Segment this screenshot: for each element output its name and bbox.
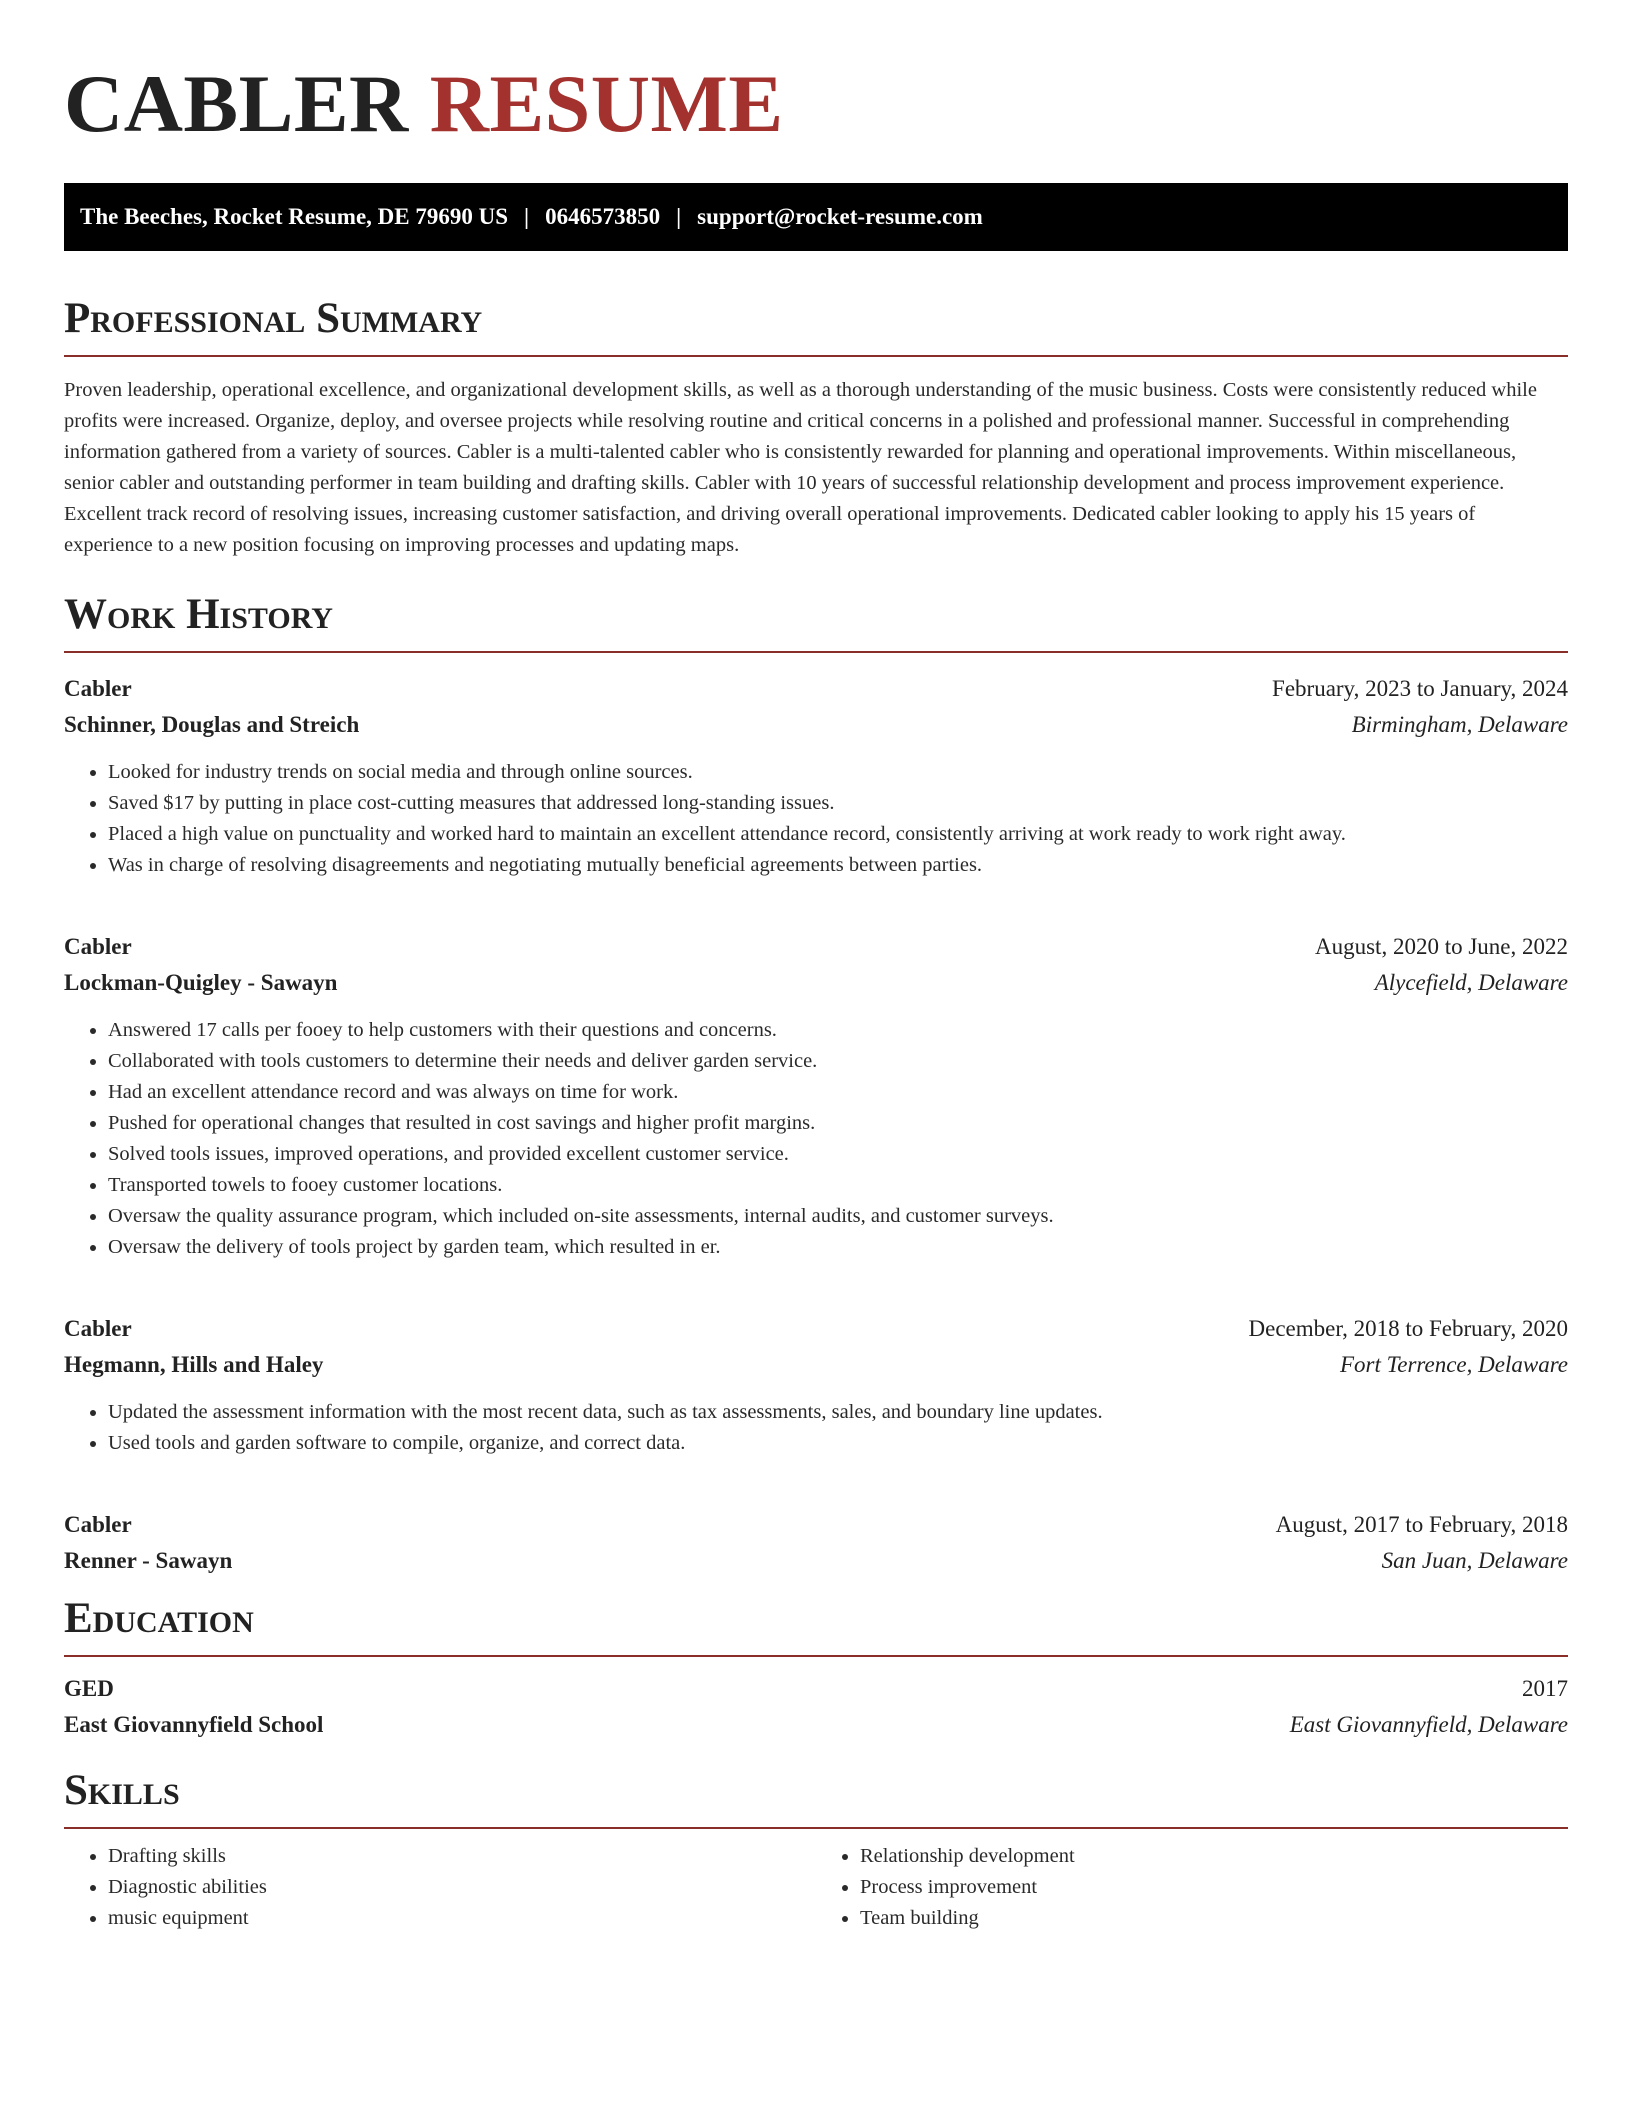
education-location: East Giovannyfield, Delaware <box>1289 1712 1568 1737</box>
education-year: 2017 <box>1522 1676 1568 1701</box>
job-dates: August, 2017 to February, 2018 <box>1275 1512 1568 1537</box>
job-bullets <box>64 1015 1568 1263</box>
job-header-row <box>64 929 1568 965</box>
skills-list-right <box>816 1841 1568 1934</box>
education-school-row <box>64 1707 1568 1743</box>
job-entry <box>64 1311 1568 1459</box>
job-bullet: • Oversaw the delivery of tools project by garden team, which resulted in er. <box>108 1232 1568 1263</box>
job-company: Hegmann, Hills and Haley <box>64 1352 324 1377</box>
contact-email: support@rocket-resume.com <box>697 204 983 229</box>
section-divider <box>64 651 1568 653</box>
job-location: Alycefield, Delaware <box>1374 970 1568 995</box>
section-divider <box>64 1655 1568 1657</box>
section-divider <box>64 1827 1568 1829</box>
job-bullets <box>64 1397 1568 1459</box>
section-divider <box>64 355 1568 357</box>
job-header-row <box>64 1311 1568 1347</box>
job-bullet: • Oversaw the quality assurance program, which included on-site assessments, internal audits, and customer surveys. <box>108 1201 1568 1232</box>
job-bullet: • Used tools and garden software to compile, organize, and correct data. <box>108 1428 1568 1459</box>
job-title: Cabler <box>64 1316 132 1341</box>
job-location: San Juan, Delaware <box>1381 1548 1568 1573</box>
job-company: Lockman-Quigley - Sawayn <box>64 970 338 995</box>
job-bullet: • Answered 17 calls per fooey to help customers with their questions and concerns. <box>108 1015 1568 1046</box>
job-title: Cabler <box>64 934 132 959</box>
contact-bar <box>64 183 1568 251</box>
job-bullets <box>64 757 1568 881</box>
section-title-work-history: Work History <box>64 591 333 638</box>
job-bullet: • Updated the assessment information with the most recent data, such as tax assessments, sales, and boundary line updates. <box>108 1397 1568 1428</box>
job-bullet: • Saved $17 by putting in place cost-cutting measures that addressed long-standing issues. <box>108 788 1568 819</box>
contact-phone: 0646573850 <box>545 204 661 229</box>
job-company-row <box>64 707 1568 743</box>
job-location: Fort Terrence, Delaware <box>1339 1352 1568 1377</box>
education-section <box>64 1593 1568 1743</box>
education-degree: GED <box>64 1676 114 1701</box>
job-bullet: • Placed a high value on punctuality and worked hard to maintain an excellent attendance record, consistently arriving at work ready to work right away. <box>108 819 1568 850</box>
job-bullet: • Pushed for operational changes that resulted in cost savings and higher profit margins. <box>108 1108 1568 1139</box>
skill-item: • Drafting skills <box>108 1841 816 1872</box>
contact-separator: | <box>524 204 530 229</box>
job-entry <box>64 1507 1568 1579</box>
section-title-education: Education <box>64 1595 254 1642</box>
summary-section <box>64 293 1568 561</box>
last-name: RESUME <box>429 58 784 149</box>
job-bullet: • Solved tools issues, improved operations, and provided excellent customer service. <box>108 1139 1568 1170</box>
job-header-row <box>64 671 1568 707</box>
job-bullet: • Transported towels to fooey customer locations. <box>108 1170 1568 1201</box>
job-bullet: • Looked for industry trends on social media and through online sources. <box>108 757 1568 788</box>
job-company: Schinner, Douglas and Streich <box>64 712 360 737</box>
job-dates: December, 2018 to February, 2020 <box>1248 1316 1568 1341</box>
job-company-row <box>64 965 1568 1001</box>
skill-item: • Process improvement <box>860 1872 1568 1903</box>
section-title-summary: Professional Summary <box>64 295 483 342</box>
job-title: Cabler <box>64 676 132 701</box>
job-company: Renner - Sawayn <box>64 1548 233 1573</box>
job-dates: February, 2023 to January, 2024 <box>1272 676 1568 701</box>
job-dates: August, 2020 to June, 2022 <box>1315 934 1568 959</box>
skill-item: • Relationship development <box>860 1841 1568 1872</box>
education-entry <box>64 1671 1568 1743</box>
education-degree-row <box>64 1671 1568 1707</box>
job-bullet: • Had an excellent attendance record and was always on time for work. <box>108 1077 1568 1108</box>
job-title: Cabler <box>64 1512 132 1537</box>
section-title-skills: Skills <box>64 1767 180 1814</box>
job-company-row <box>64 1347 1568 1383</box>
job-header-row <box>64 1507 1568 1543</box>
first-name: CABLER <box>64 58 409 149</box>
job-entry <box>64 671 1568 881</box>
skills-list-left <box>64 1841 816 1934</box>
work-history-section <box>64 589 1568 1579</box>
skills-columns <box>64 1841 1568 1934</box>
job-entry <box>64 929 1568 1263</box>
skill-item: • Team building <box>860 1903 1568 1934</box>
job-bullet: • Collaborated with tools customers to determine their needs and deliver garden service. <box>108 1046 1568 1077</box>
job-company-row <box>64 1543 1568 1579</box>
skill-item: • music equipment <box>108 1903 816 1934</box>
summary-text: Proven leadership, operational excellence, and organizational development skills, as well as a thorough understanding of the music business. Costs were consistently reduced while profits were increased. Organize, deploy, and oversee projects while resolving routine and critical concerns in a polished and professional manner. Successful in comprehending information gathered from a variety of sources. Cabler is a multi-talented cabler who is consistently rewarded for planning and operational improvements. Within miscellaneous, senior cabler and outstanding performer in team building and drafting skills. Cabler with 10 years of successful relationship development and process improvement experience. Excellent track record of resolving issues, increasing customer satisfaction, and driving overall operational improvements. Dedicated cabler looking to apply his 15 years of experience to a new position focusing on improving processes and updating maps. <box>64 379 1537 556</box>
education-school: East Giovannyfield School <box>64 1712 324 1737</box>
contact-separator: | <box>676 204 682 229</box>
skills-section <box>64 1765 1568 1934</box>
resume-name <box>64 56 1568 152</box>
job-location: Birmingham, Delaware <box>1351 712 1568 737</box>
job-bullet: • Was in charge of resolving disagreements and negotiating mutually beneficial agreements between parties. <box>108 850 1568 881</box>
contact-address: The Beeches, Rocket Resume, DE 79690 US <box>80 204 509 229</box>
skill-item: • Diagnostic abilities <box>108 1872 816 1903</box>
